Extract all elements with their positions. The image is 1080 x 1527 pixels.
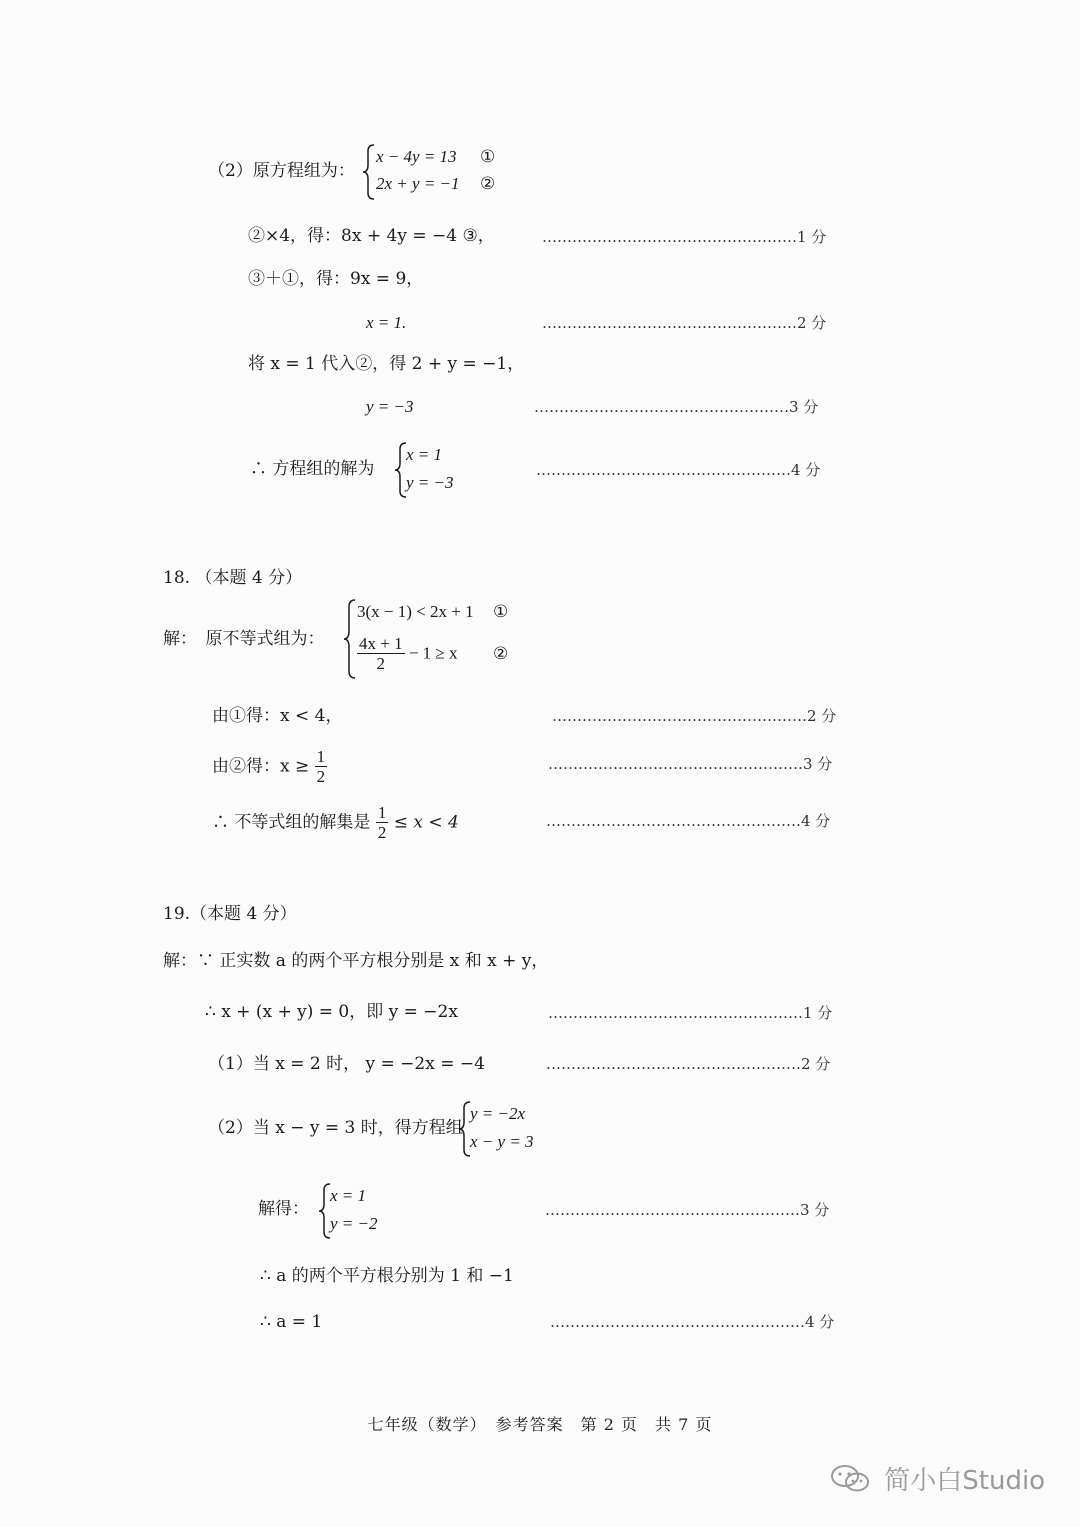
q17-step1-score: ……………………………………………1 分 <box>542 228 827 246</box>
q19-solve-label: 解得： <box>258 1199 309 1219</box>
q18-title: 18. （本题 4 分） <box>163 568 303 588</box>
q17-step3-score: ……………………………………………2 分 <box>542 314 827 332</box>
q17-eq1-tag: ① <box>480 147 496 166</box>
fraction <box>315 747 328 786</box>
q18-ineq2-den: 2 <box>376 654 386 673</box>
q19-part2-system <box>458 1100 558 1160</box>
q18-step2-score: ……………………………………………3 分 <box>548 755 833 773</box>
q18-step3-num: 1 <box>377 803 387 822</box>
q18-intro: 解： 原不等式组为： <box>163 629 325 649</box>
q19-solve-y: y = −2 <box>330 1214 378 1233</box>
q17-sol-x: x = 1 <box>406 445 443 464</box>
fraction <box>376 803 389 842</box>
q19-solve-score: ……………………………………………3 分 <box>545 1201 830 1219</box>
q19-final-score: ……………………………………………4 分 <box>550 1313 835 1331</box>
q19-part2-eq2: x − y = 3 <box>470 1132 534 1151</box>
q17-step5-score: ……………………………………………3 分 <box>534 398 819 416</box>
q18-ineq1-tag: ① <box>493 602 509 621</box>
q18-step2-den: 2 <box>316 767 326 786</box>
q18-step3 <box>212 800 459 845</box>
q18-step3-den: 2 <box>377 823 387 842</box>
q17-step5: y = −3 <box>366 397 414 416</box>
q19-part1-score: ……………………………………………2 分 <box>546 1055 831 1073</box>
q19-solve-x: x = 1 <box>330 1186 367 1205</box>
q18-ineq2 <box>357 634 458 673</box>
q18-ineq2-num: 4x + 1 <box>359 634 403 653</box>
q18-step3-label: ∴ 不等式组的解集是 <box>212 812 371 833</box>
watermark <box>830 1460 1045 1497</box>
watermark-text: 简小白Studio <box>884 1466 1046 1496</box>
q17-equation-system <box>362 143 522 203</box>
q19-solve-system <box>318 1182 408 1242</box>
q17-eq2-tag: ② <box>480 174 496 193</box>
q18-step3-rest: ≤ x < 4 <box>393 812 459 833</box>
q19-intro: 解：∵ 正实数 a 的两个平方根分别是 x 和 x + y， <box>163 951 549 971</box>
q18-step2-num: 1 <box>316 747 326 766</box>
q17-solution-system <box>394 441 484 501</box>
q17-step1: ②×4，得：8x + 4y = −4 ③， <box>248 226 495 246</box>
q18-step1-score: ……………………………………………2 分 <box>552 707 837 725</box>
q18-step2-label: 由②得：x ≥ <box>212 756 310 777</box>
q19-title: 19.（本题 4 分） <box>163 904 297 924</box>
q19-part2-label: （2）当 x − y = 3 时，得方程组 <box>208 1118 463 1138</box>
q17-conclusion-score: ……………………………………………4 分 <box>536 461 821 479</box>
q19-step1-score: ……………………………………………1 分 <box>548 1004 833 1022</box>
brace-icon <box>343 598 357 680</box>
q18-step3-score: ……………………………………………4 分 <box>546 812 831 830</box>
q17-conclusion-label: ∴ 方程组的解为 <box>250 459 375 479</box>
q18-inequality-system <box>343 598 533 682</box>
page-footer: 七年级（数学） 参考答案 第 2 页 共 7 页 <box>367 1415 713 1434</box>
q18-ineq1: 3(x − 1) < 2x + 1 <box>357 602 474 621</box>
q19-part2-eq1: y = −2x <box>470 1104 526 1123</box>
q19-part1: （1）当 x = 2 时， y = −2x = −4 <box>208 1054 485 1074</box>
q17-step2: ③＋①，得：9x = 9， <box>248 269 424 289</box>
fraction <box>357 634 405 673</box>
q19-final: ∴ a = 1 <box>260 1312 323 1332</box>
q18-ineq2-rest: − 1 ≥ x <box>408 643 458 663</box>
q18-ineq2-tag: ② <box>493 644 509 663</box>
q17-eq1: x − 4y = 13 <box>376 147 457 166</box>
q17-part2-label: （2）原方程组为： <box>208 161 355 181</box>
q19-step1: ∴ x + (x + y) = 0，即 y = −2x <box>205 1002 458 1022</box>
q18-step1: 由①得：x < 4， <box>212 706 343 726</box>
wechat-icon <box>830 1463 870 1495</box>
q19-roots: ∴ a 的两个平方根分别为 1 和 −1 <box>260 1266 514 1286</box>
q18-step2 <box>212 744 327 789</box>
brace-icon <box>362 143 376 201</box>
q17-sol-y: y = −3 <box>406 473 454 492</box>
q17-eq2: 2x + y = −1 <box>376 174 460 193</box>
q17-step4: 将 x = 1 代入②，得 2 + y = −1， <box>248 354 525 374</box>
q17-step3: x = 1. <box>366 313 407 332</box>
